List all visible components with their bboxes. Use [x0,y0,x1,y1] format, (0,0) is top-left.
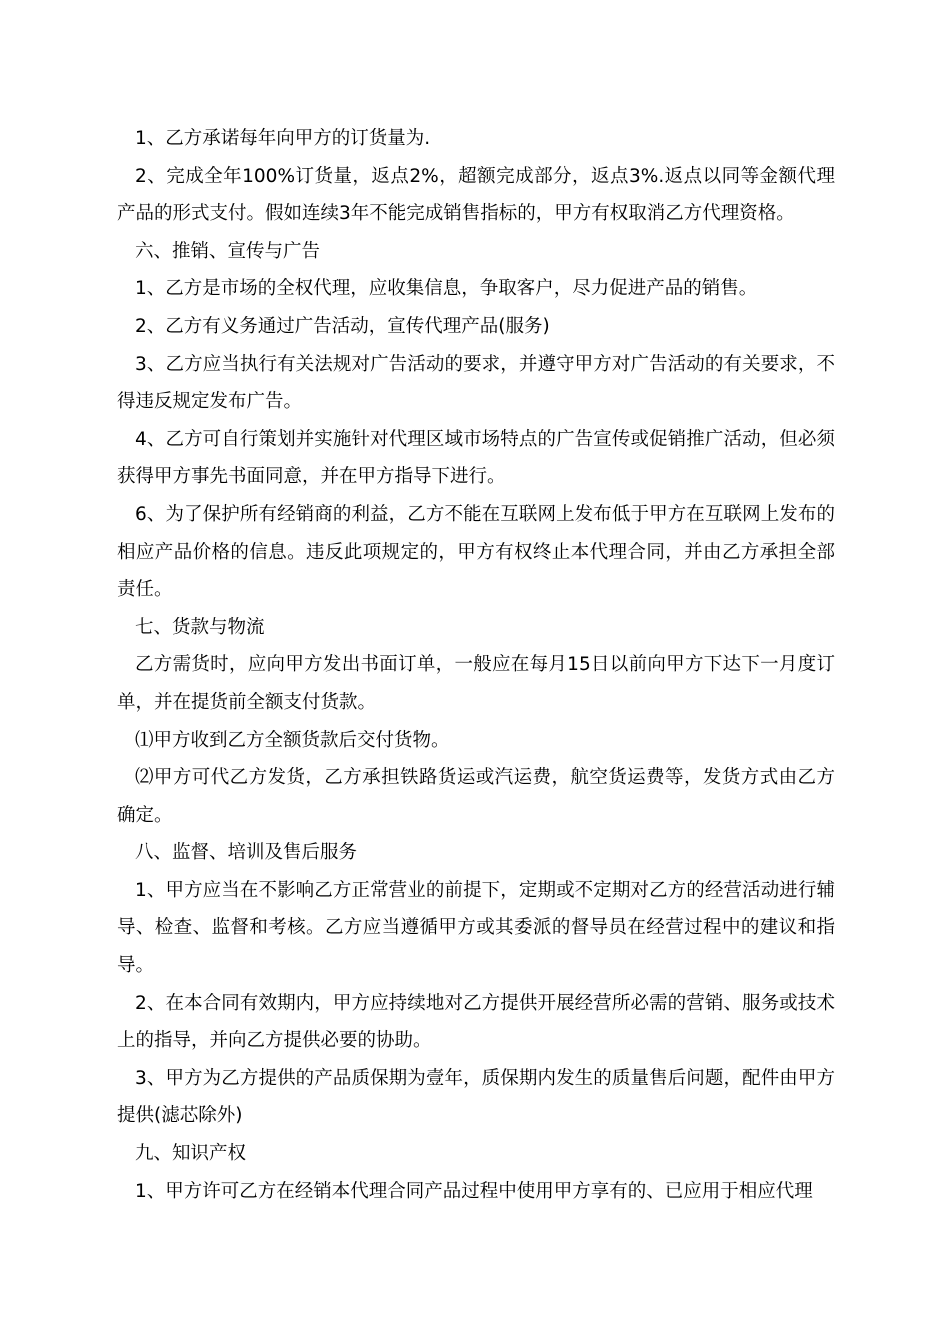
clause-warranty: 3、甲方为乙方提供的产品质保期为壹年，质保期内发生的质量售后问题，配件由甲方提供(滤芯除外) [117,1067,835,1127]
section-heading-supervision: 八、监督、培训及售后服务 [135,842,358,864]
clause-advertising-rules: 3、乙方应当执行有关法规对广告活动的要求，并遵守甲方对广告活动的有关要求，不得违反规定发布广告。 [117,353,835,413]
clause-guidance: 2、在本合同有效期内，甲方应持续地对乙方提供开展经营所必需的营销、服务或技术上的指导，并向乙方提供必要的协助。 [117,992,835,1052]
clause-supervision: 1、甲方应当在不影响乙方正常营业的前提下，定期或不定期对乙方的经营活动进行辅导、检查、监督和考核。乙方应当遵循甲方或其委派的督导员在经营过程中的建议和指导。 [117,879,835,977]
section-heading-promotion: 六、推销、宣传与广告 [135,240,321,262]
clause-advertising-duty: 2、乙方有义务通过广告活动，宣传代理产品(服务) [135,315,550,337]
clause-shipping: ⑵甲方可代乙方发货，乙方承担铁路货运或汽运费，航空货运费等，发货方式由乙方确定。 [117,767,835,826]
clause-order-procedure: 乙方需货时，应向甲方发出书面订单，一般应在每月15日以前向甲方下达下一月度订单，并在提货前全额支付货款。 [117,654,835,713]
clause-delivery-after-payment: ⑴甲方收到乙方全额货款后交付货物。 [135,729,450,751]
clause-internet-pricing: 6、为了保护所有经销商的利益，乙方不能在互联网上发布低于甲方在互联网上发布的相应产品价格的信息。违反此项规定的，甲方有权终止本代理合同，并由乙方承担全部责任。 [117,503,835,601]
clause-order-quantity: 1、乙方承诺每年向甲方的订货量为. [135,128,431,149]
clause-self-promotion: 4、乙方可自行策划并实施针对代理区域市场特点的广告宣传或促销推广活动，但必须获得甲方事先书面同意，并在甲方指导下进行。 [117,428,835,488]
clause-ip-license: 1、甲方许可乙方在经销本代理合同产品过程中使用甲方享有的、已应用于相应代理 [135,1180,813,1202]
section-heading-ip: 九、知识产权 [135,1143,247,1165]
clause-market-agent: 1、乙方是市场的全权代理，应收集信息，争取客户，尽力促进产品的销售。 [135,278,758,300]
clause-rebate: 2、完成全年100%订货量，返点2%，超额完成部分，返点3%.返点以同等金额代理产品的形式支付。假如连续3年不能完成销售指标的，甲方有权取消乙方代理资格。 [117,165,835,225]
document-body [117,120,835,1210]
section-heading-payment-logistics: 七、货款与物流 [135,616,265,638]
